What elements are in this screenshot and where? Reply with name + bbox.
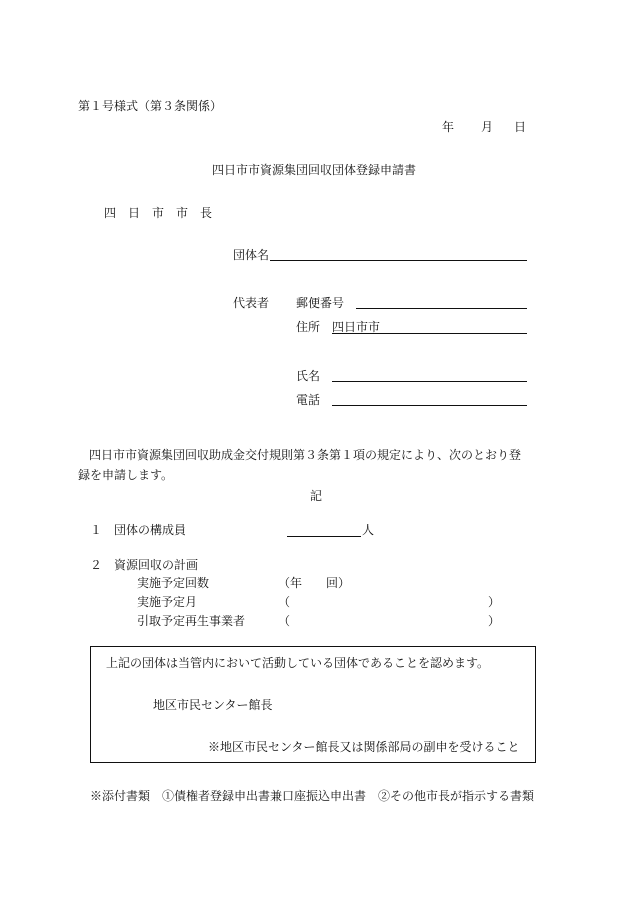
collector-close-paren: ） [488, 614, 501, 628]
planned-count-label: 実施予定回数 [137, 576, 210, 590]
addressee: 四 日 市 市 長 [104, 206, 213, 220]
item1-label: 団体の構成員 [114, 523, 187, 537]
planned-month-open-paren: （ [278, 595, 291, 609]
postal-code-label: 郵便番号 [296, 296, 345, 310]
planned-count-value: （年 回） [278, 576, 351, 590]
item2-label: 資源回収の計画 [114, 558, 199, 572]
collector-open-paren: （ [278, 614, 291, 628]
group-name-field[interactable] [270, 260, 527, 261]
attachments-note: ※添付書類 ①債権者登録申出書兼口座振込申出書 ②その他市長が指示する書類 [90, 789, 535, 803]
planned-month-close-paren: ） [488, 595, 501, 609]
address-prefill: 四日市市 [332, 320, 381, 334]
name-label: 氏名 [296, 369, 321, 383]
body-line-1: 四日市市資源集団回収助成金交付規則第３条第１項の規定により、次のとおり登 [89, 448, 522, 462]
certification-signer: 地区市民センター館長 [153, 698, 273, 712]
form-number-label: 第１号様式（第３条関係） [78, 99, 223, 113]
item2-number: ２ [90, 558, 103, 572]
document-title: 四日市市資源集団回収団体登録申請書 [212, 163, 417, 177]
certification-statement: 上記の団体は当管内において活動している団体であることを認めます。 [106, 656, 490, 670]
collector-label: 引取予定再生事業者 [137, 614, 246, 628]
members-count-field[interactable] [287, 536, 361, 537]
certification-note: ※地区市民センター館長又は関係部局の副申を受けること [208, 740, 520, 754]
group-name-label: 団体名 [233, 248, 270, 262]
body-line-2: 録を申請します。 [78, 468, 174, 482]
date-month: 月 [481, 120, 494, 134]
name-field[interactable] [332, 381, 527, 382]
date-day: 日 [514, 120, 527, 134]
postal-code-field[interactable] [356, 308, 527, 309]
certification-box [90, 646, 536, 763]
date-year: 年 [442, 120, 455, 134]
item1-unit: 人 [362, 523, 375, 537]
ki-mark: 記 [310, 489, 323, 503]
representative-label: 代表者 [233, 296, 270, 310]
phone-label: 電話 [296, 393, 321, 407]
address-field[interactable] [332, 333, 527, 334]
planned-month-label: 実施予定月 [137, 595, 198, 609]
phone-field[interactable] [332, 405, 527, 406]
address-label: 住所 [296, 320, 321, 334]
item1-number: １ [90, 523, 103, 537]
